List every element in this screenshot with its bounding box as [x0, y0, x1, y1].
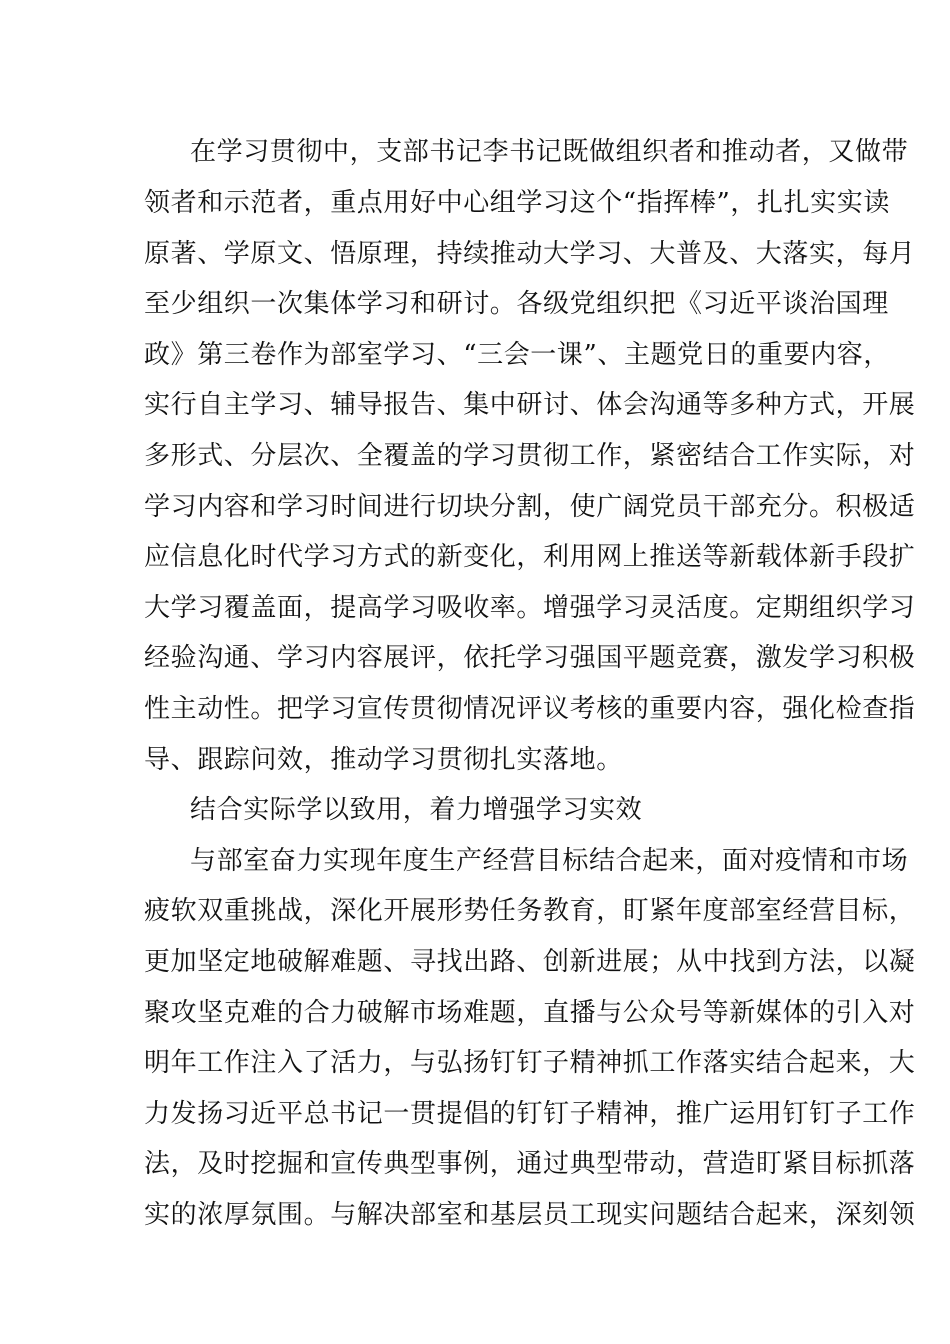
text-line: 领者和示范者，重点用好中心组学习这个“指挥棒”，扎扎实实读: [144, 188, 890, 218]
text-line: 导、跟踪问效，推动学习贯彻扎实落地。: [144, 745, 623, 775]
text-line: 至少组织一次集体学习和研讨。各级党组织把《习近平谈治国理: [144, 289, 889, 319]
text-line: 原著、学原文、悟原理，持续推动大学习、大普及、大落实，每月: [144, 239, 916, 269]
text-line: 学习内容和学习时间进行切块分割，使广阔党员干部充分。积极适: [144, 492, 916, 522]
text-line: 大学习覆盖面，提高学习吸收率。增强学习灵活度。定期组织学习: [144, 593, 916, 623]
text-line: 实行自主学习、辅导报告、集中研讨、体会沟通等多种方式，开展: [144, 390, 916, 420]
text-line: 疲软双重挑战，深化开展形势任务教育，盯紧年度部室经营目标，: [144, 896, 916, 926]
text-line: 明年工作注入了活力，与弘扬钉钉子精神抓工作落实结合起来，大: [144, 1048, 916, 1078]
text-line: 法，及时挖掘和宣传典型事例，通过典型带动，营造盯紧目标抓落: [144, 1149, 916, 1179]
text-line: 应信息化时代学习方式的新变化，利用网上推送等新载体新手段扩: [144, 542, 916, 572]
text-line: 更加坚定地破解难题、寻找出路、创新进展；从中找到方法，以凝: [144, 947, 916, 977]
text-line: 力发扬习近平总书记一贯提倡的钉钉子精神，推广运用钉钉子工作: [144, 1099, 916, 1129]
text-line: 政》第三卷作为部室学习、“三会一课”、主题党日的重要内容，: [144, 340, 890, 370]
section-heading: 结合实际学以致用，着力增强学习实效: [190, 795, 643, 825]
text-line: 与部室奋力实现年度生产经营目标结合起来，面对疫情和市场: [190, 846, 909, 876]
text-line: 聚攻坚克难的合力破解市场难题，直播与公众号等新媒体的引入对: [144, 998, 916, 1028]
text-line: 实的浓厚氛围。与解决部室和基层员工现实问题结合起来，深刻领: [144, 1200, 916, 1230]
text-line: 多形式、分层次、全覆盖的学习贯彻工作，紧密结合工作实际，对: [144, 441, 916, 471]
text-line: 经验沟通、学习内容展评，依托学习强国平题竞赛，激发学习积极: [144, 643, 916, 673]
text-line: 在学习贯彻中，支部书记李书记既做组织者和推动者，又做带: [190, 137, 909, 167]
text-line: 性主动性。把学习宣传贯彻情况评议考核的重要内容，强化检查指: [144, 694, 916, 724]
